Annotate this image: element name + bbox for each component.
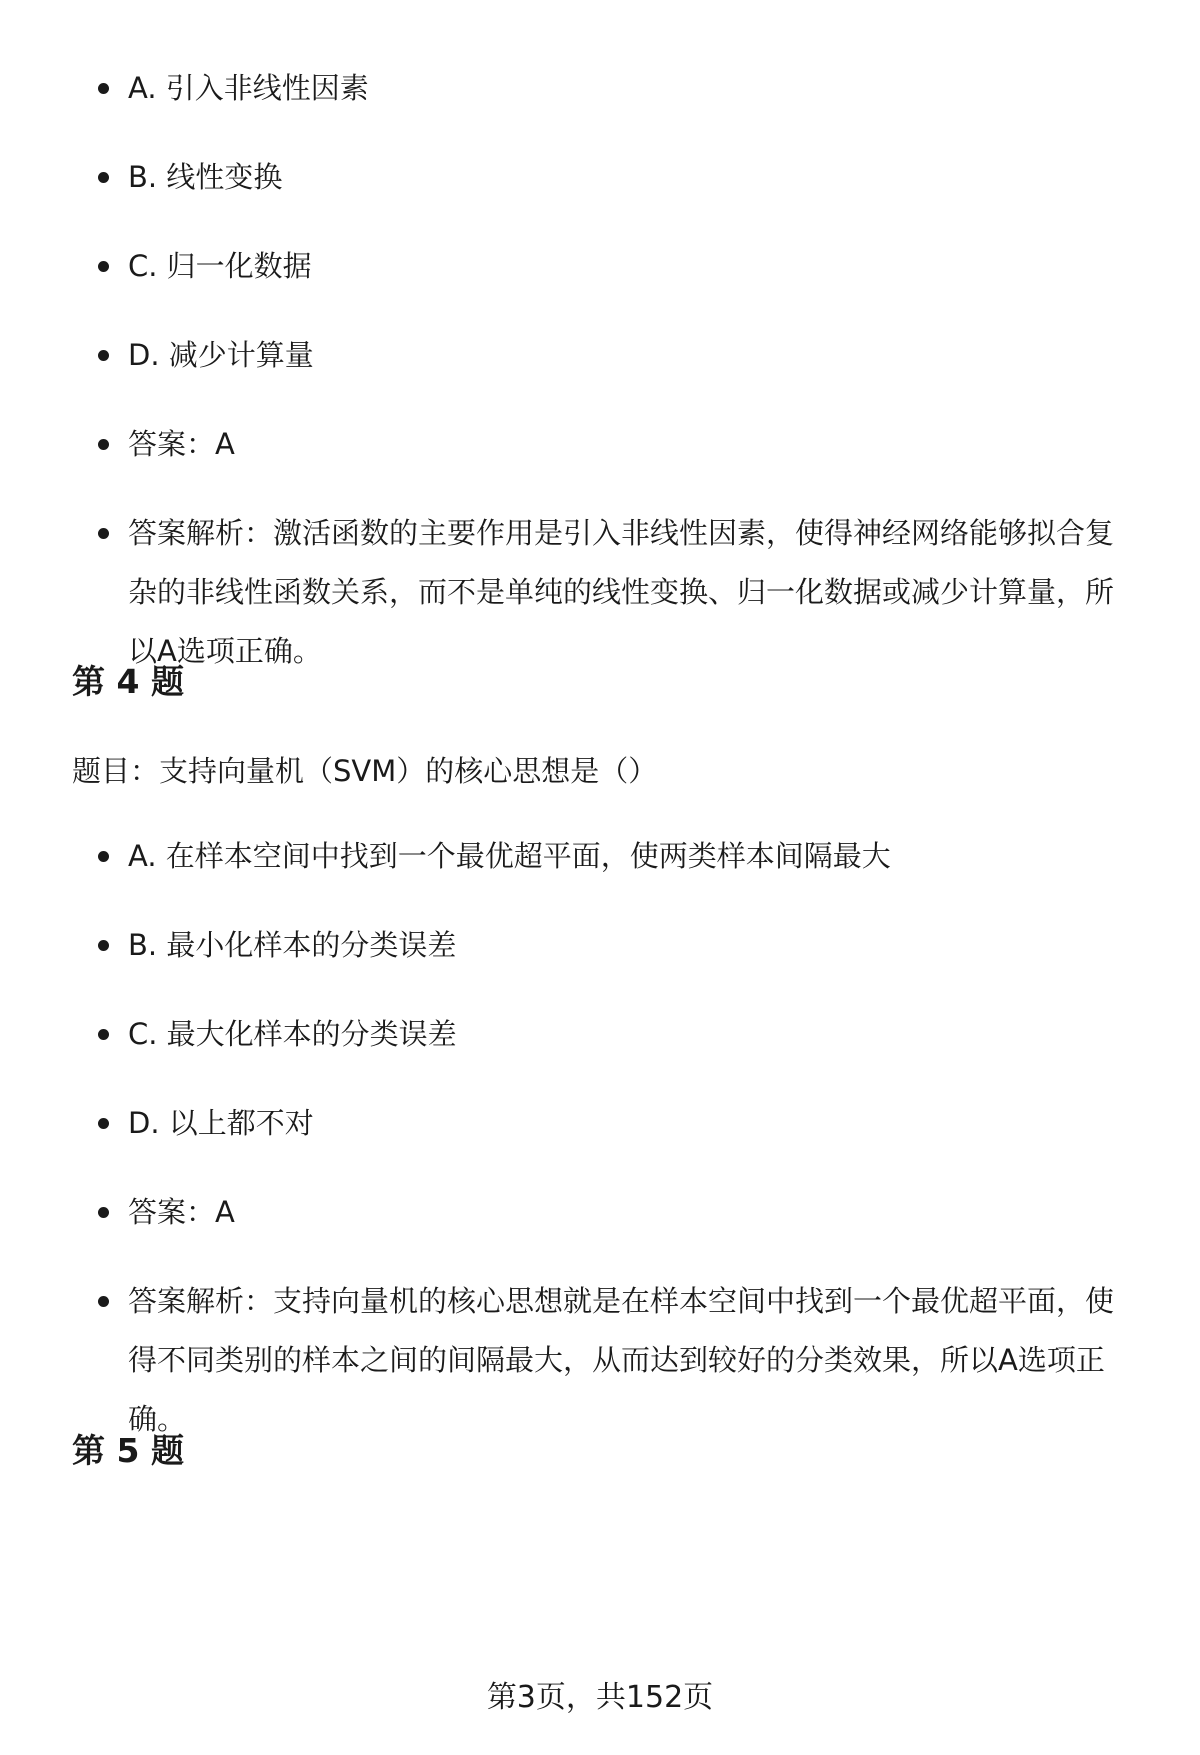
q5-heading: 第 5 题 bbox=[72, 1431, 184, 1470]
bullet-icon bbox=[98, 83, 109, 94]
bullet-icon bbox=[98, 439, 109, 450]
page-indicator: 第3页，共152页 bbox=[486, 1680, 714, 1715]
bullet-icon bbox=[98, 172, 109, 183]
bullet-icon bbox=[98, 851, 109, 862]
q4-option-b: B. 最小化样本的分类误差 bbox=[98, 916, 1138, 975]
bullet-icon bbox=[98, 261, 109, 272]
q4-option-c: C. 最大化样本的分类误差 bbox=[98, 1005, 1138, 1064]
q4-heading: 第 4 题 bbox=[72, 662, 184, 701]
q3-option-c: C. 归一化数据 bbox=[98, 237, 1138, 296]
q3-explanation: 答案解析：激活函数的主要作用是引入非线性因素，使得神经网络能够拟合复杂的非线性函数关系，而不是单纯的线性变换、归一化数据或减少计算量，所以A选项正确。 bbox=[98, 504, 1138, 681]
q4-option-list bbox=[98, 827, 1138, 1479]
bullet-icon bbox=[98, 1029, 109, 1040]
bullet-icon bbox=[98, 350, 109, 361]
q3-option-list bbox=[98, 59, 1138, 711]
q4-option-d: D. 以上都不对 bbox=[98, 1094, 1138, 1153]
bullet-icon bbox=[98, 940, 109, 951]
q3-option-d: D. 减少计算量 bbox=[98, 326, 1138, 385]
q4-option-a: A. 在样本空间中找到一个最优超平面，使两类样本间隔最大 bbox=[98, 827, 1138, 886]
q3-option-a: A. 引入非线性因素 bbox=[98, 59, 1138, 118]
q4-explanation: 答案解析：支持向量机的核心思想就是在样本空间中找到一个最优超平面，使得不同类别的样本之间的间隔最大，从而达到较好的分类效果，所以A选项正确。 bbox=[98, 1272, 1138, 1449]
q4-stem: 题目：支持向量机（SVM）的核心思想是（） bbox=[72, 754, 658, 788]
bullet-icon bbox=[98, 1118, 109, 1129]
q4-answer: 答案：A bbox=[98, 1183, 1138, 1242]
q3-option-b: B. 线性变换 bbox=[98, 148, 1138, 207]
bullet-icon bbox=[98, 528, 109, 539]
bullet-icon bbox=[98, 1207, 109, 1218]
q3-answer: 答案：A bbox=[98, 415, 1138, 474]
bullet-icon bbox=[98, 1296, 109, 1307]
